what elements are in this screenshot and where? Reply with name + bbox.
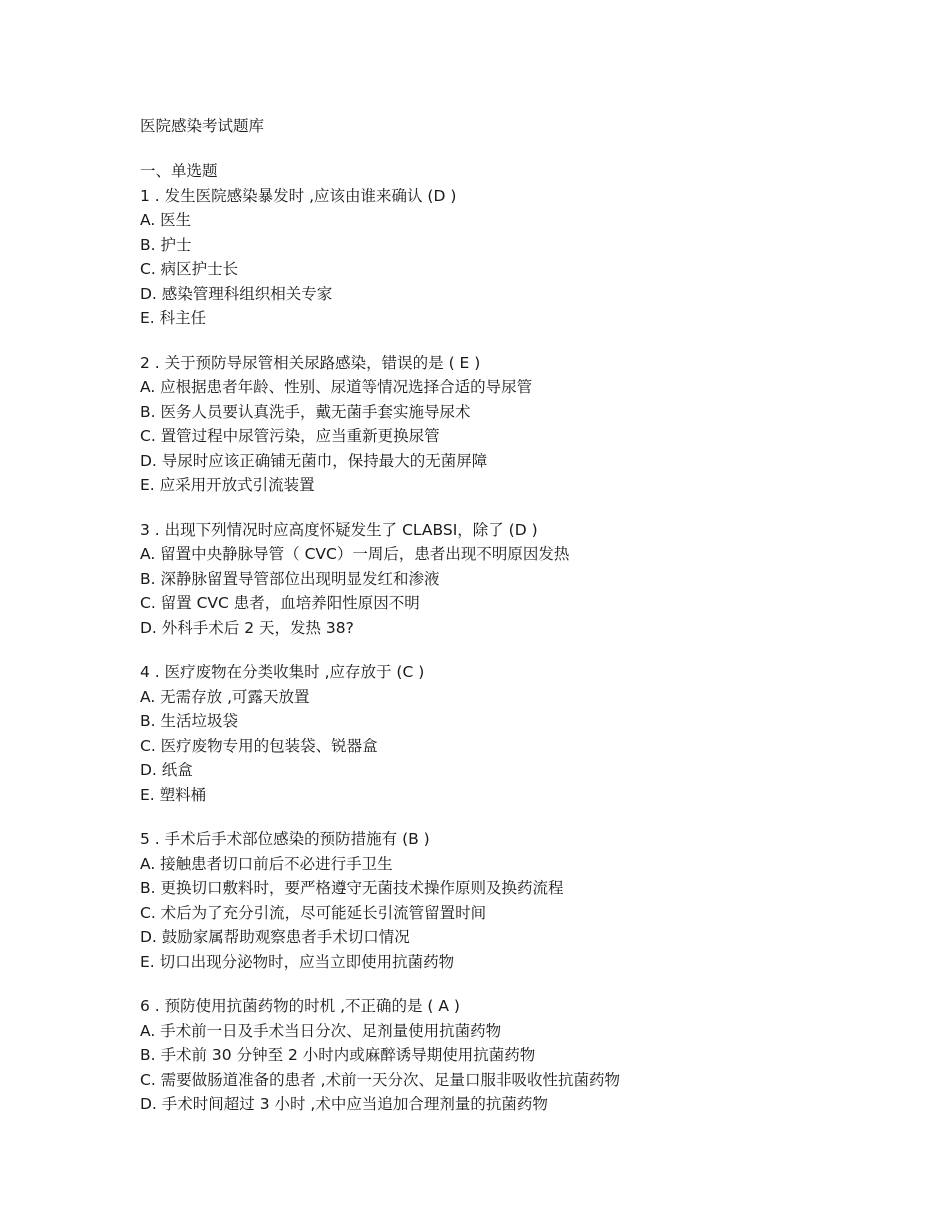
option: D. 鼓励家属帮助观察患者手术切口情况	[140, 928, 410, 946]
option: C. 医疗废物专用的包装袋、锐器盒	[140, 736, 378, 755]
option: A. 手术前一日及手术当日分次、足剂量使用抗菌药物	[140, 1021, 502, 1040]
question-4	[140, 660, 900, 807]
option: B. 医务人员要认真洗手，戴无菌手套实施导尿术	[140, 402, 471, 421]
option: C. 需要做肠道准备的患者 ,术前一天分次、足量口服非吸收性抗菌药物	[140, 1070, 621, 1089]
question-3	[140, 518, 900, 641]
option: A. 接触患者切口前后不必进行手卫生	[140, 854, 393, 873]
question-1	[140, 184, 900, 331]
option: B. 生活垃圾袋	[140, 712, 238, 730]
question-stem: 2 . 关于预防导尿管相关尿路感染，错误的是 ( E )	[140, 353, 481, 372]
option: D. 手术时间超过 3 小时 ,术中应当追加合理剂量的抗菌药物	[140, 1095, 548, 1113]
option: C. 术后为了充分引流，尽可能延长引流管留置时间	[140, 903, 487, 922]
option: C. 置管过程中尿管污染，应当重新更换尿管	[140, 427, 440, 445]
option: B. 更换切口敷料时，要严格遵守无菌技术操作原则及换药流程	[140, 879, 564, 897]
section-title: 一、单选题	[140, 162, 218, 180]
option: B. 护士	[140, 235, 192, 254]
document-page	[140, 114, 900, 1117]
question-stem: 4 . 医疗废物在分类收集时 ,应存放于 (C )	[140, 663, 425, 681]
option: E. 切口出现分泌物时，应当立即使用抗菌药物	[140, 952, 455, 971]
option: C. 留置 CVC 患者，血培养阳性原因不明	[140, 594, 420, 612]
option: B. 深静脉留置导管部位出现明显发红和渗液	[140, 569, 440, 588]
option: D. 感染管理科组织相关专家	[140, 284, 333, 303]
option: D. 外科手术后 2 天，发热 38?	[140, 618, 354, 637]
option: A. 留置中央静脉导管（ CVC）一周后，患者出现不明原因发热	[140, 545, 570, 563]
document-title: 医院感染考试题库	[140, 117, 265, 135]
question-6	[140, 994, 900, 1117]
option: E. 科主任	[140, 309, 207, 327]
question-stem: 3 . 出现下列情况时应高度怀疑发生了 CLABSI，除了 (D )	[140, 520, 538, 539]
option: A. 应根据患者年龄、性别、尿道等情况选择合适的导尿管	[140, 378, 533, 396]
option: C. 病区护士长	[140, 260, 239, 278]
option: A. 无需存放 ,可露天放置	[140, 687, 310, 706]
option: B. 手术前 30 分钟至 2 小时内或麻醉诱导期使用抗菌药物	[140, 1046, 536, 1064]
question-stem: 1 . 发生医院感染暴发时 ,应该由谁来确认 (D )	[140, 186, 457, 205]
option: E. 塑料桶	[140, 785, 207, 804]
question-5	[140, 827, 900, 974]
question-2	[140, 351, 900, 498]
question-stem: 5 . 手术后手术部位感染的预防措施有 (B )	[140, 830, 430, 848]
option: E. 应采用开放式引流装置	[140, 476, 315, 494]
option: D. 导尿时应该正确铺无菌巾，保持最大的无菌屏障	[140, 451, 488, 470]
question-stem: 6 . 预防使用抗菌药物的时机 ,不正确的是 ( A )	[140, 997, 460, 1015]
option: A. 医生	[140, 211, 192, 229]
option: D. 纸盒	[140, 761, 193, 779]
